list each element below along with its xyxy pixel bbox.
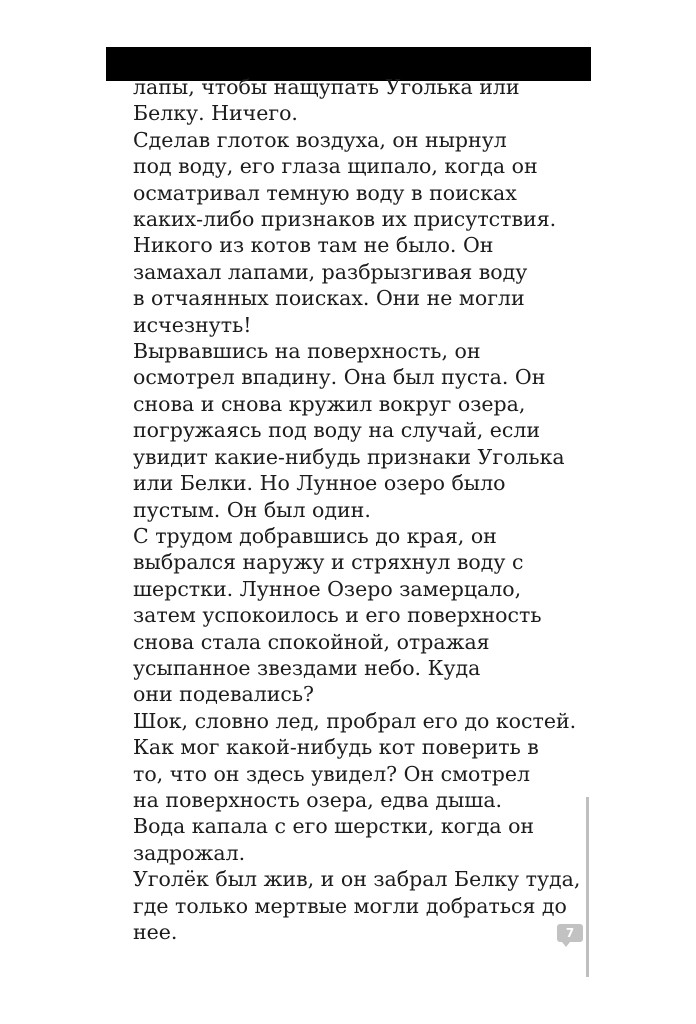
text-line: осмотрел впадину. Она был пуста. Он bbox=[133, 365, 546, 390]
text-line: под воду, его глаза щипало, когда он bbox=[133, 154, 538, 179]
text-line: задрожал. bbox=[133, 840, 246, 865]
text-line: шерстки. Лунное Озеро замерцало, bbox=[133, 576, 522, 601]
text-line: на поверхность озера, едва дыша. bbox=[133, 787, 503, 812]
text-line: выбрался наружу и стряхнул воду с bbox=[133, 550, 524, 575]
page-number-badge: 7 bbox=[557, 924, 583, 942]
text-line: снова и снова кружил вокруг озера, bbox=[133, 391, 526, 416]
text-line: где только мертвые могли добраться до bbox=[133, 893, 567, 918]
text-line: усыпанное звездами небо. Куда bbox=[133, 655, 481, 680]
text-line: исчезнуть! bbox=[133, 312, 252, 337]
text-line: Вырвавшись на поверхность, он bbox=[133, 339, 481, 364]
text-line: Сделав глоток воздуха, он нырнул bbox=[133, 127, 507, 152]
text-line: пустым. Он был один. bbox=[133, 497, 371, 522]
text-line: погружаясь под воду на случай, если bbox=[133, 418, 541, 443]
text-line: осматривал темную воду в поисках bbox=[133, 180, 517, 205]
text-line: Шок, словно лед, пробрал его до костей. bbox=[133, 708, 577, 733]
text-line: то, что он здесь увидел? Он смотрел bbox=[133, 761, 531, 786]
text-line: С трудом добравшись до края, он bbox=[133, 523, 497, 548]
text-line: в отчаянных поисках. Они не могли bbox=[133, 286, 525, 311]
text-line: они подевались? bbox=[133, 682, 315, 707]
document-text bbox=[133, 74, 593, 945]
text-line: каких-либо признаков их присутствия. bbox=[133, 207, 557, 232]
text-line: Белку. Ничего. bbox=[133, 101, 298, 126]
text-line: замахал лапами, разбрызгивая воду bbox=[133, 259, 528, 284]
text-line: Как мог какой-нибудь кот поверить в bbox=[133, 735, 539, 760]
text-line: снова стала спокойной, отражая bbox=[133, 629, 490, 654]
text-line: Никого из котов там не было. Он bbox=[133, 233, 494, 258]
text-line: или Белки. Но Лунное озеро было bbox=[133, 471, 506, 496]
text-line: Уголёк был жив, и он забрал Белку туда, bbox=[133, 867, 581, 892]
scrollbar[interactable] bbox=[586, 797, 589, 977]
text-line: нее. bbox=[133, 920, 178, 944]
text-line: увидит какие-нибудь признаки Уголька bbox=[133, 444, 565, 469]
text-line: Вода капала с его шерстки, когда он bbox=[133, 814, 535, 839]
text-line: лапы, чтобы нащупать Уголька или bbox=[133, 75, 520, 99]
text-line: затем успокоилось и его поверхность bbox=[133, 603, 542, 628]
